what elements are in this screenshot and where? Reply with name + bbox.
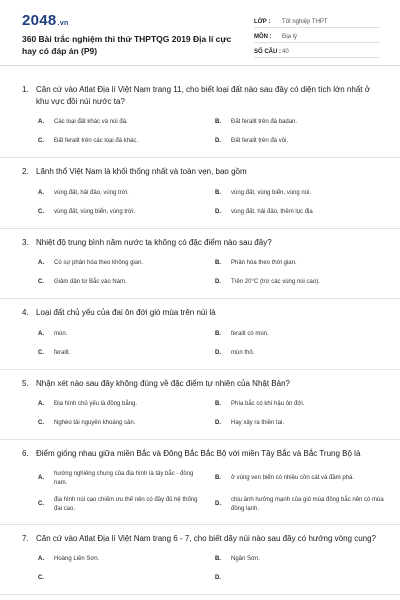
question-text: Lãnh thổ Việt Nam là khối thống nhất và toàn vẹn, bao gồm — [36, 167, 247, 176]
question-item — [0, 299, 400, 370]
answer-option[interactable] — [38, 325, 207, 344]
question-stem — [22, 378, 384, 390]
info-value: 40 — [282, 49, 289, 55]
option-text: vùng đất, vùng biển, vùng trời. — [54, 208, 135, 215]
answer-option[interactable] — [38, 273, 207, 292]
option-label: B. — [215, 189, 221, 196]
option-text: Đất feralit trên đá vôi. — [231, 138, 289, 145]
option-label: A. — [38, 330, 44, 337]
option-label: A. — [38, 189, 44, 196]
option-label: C. — [38, 208, 44, 215]
option-text: Giảm dần từ Bắc vào Nam. — [54, 279, 127, 286]
option-text: vùng đất, vùng biển, vùng núi. — [231, 189, 312, 196]
option-text: Trên 20°C (trừ các vùng núi cao). — [231, 279, 320, 286]
option-text: Nghèo tài nguyên khoáng sản. — [54, 420, 136, 427]
option-label: D. — [215, 138, 221, 145]
answer-option[interactable] — [215, 395, 384, 414]
question-item — [0, 440, 400, 525]
question-stem — [22, 166, 384, 178]
question-stem — [22, 448, 384, 460]
option-text: ở vùng ven biển có nhiều cồn cát và đầm phá. — [231, 475, 355, 482]
question-stem — [22, 84, 384, 107]
option-label: A. — [38, 556, 44, 563]
answer-option[interactable] — [215, 414, 384, 433]
info-key: LỚP : — [254, 19, 271, 25]
answer-option[interactable] — [38, 492, 207, 518]
question-item — [0, 525, 400, 596]
answer-option[interactable] — [215, 113, 384, 132]
option-text: Đất feralit trên đá badan. — [231, 119, 298, 126]
option-text: Hay xảy ra thiên tai. — [231, 420, 285, 427]
question-text: Điểm giống nhau giữa miền Bắc và Đông Bắc Bắc Bộ với miền Tây Bắc và Bắc Trung Bộ là — [36, 449, 361, 458]
answer-options — [38, 550, 384, 588]
answer-option[interactable] — [38, 395, 207, 414]
question-stem — [22, 533, 384, 545]
answer-options — [38, 395, 384, 433]
answer-option[interactable] — [38, 569, 207, 588]
option-text: địa hình núi cao chiếm ưu thế nên có đầy đủ hệ thống đai cao. — [54, 497, 198, 512]
answer-option[interactable] — [215, 132, 384, 151]
option-label: D. — [215, 575, 221, 582]
answer-option[interactable] — [215, 344, 384, 363]
answer-option[interactable] — [38, 132, 207, 151]
answer-options — [38, 466, 384, 518]
answer-option[interactable] — [215, 466, 384, 492]
option-label: D. — [215, 501, 221, 508]
answer-option[interactable] — [215, 203, 384, 222]
option-text: Phía bắc có khí hậu ôn đới. — [231, 401, 305, 408]
option-text: mùn. — [54, 330, 68, 337]
answer-option[interactable] — [38, 550, 207, 569]
page-header — [0, 0, 400, 66]
option-label: B. — [215, 475, 221, 482]
answer-option[interactable] — [215, 254, 384, 273]
answer-options — [38, 113, 384, 151]
answer-option[interactable] — [215, 550, 384, 569]
question-number: 7. — [22, 533, 29, 543]
answer-option[interactable] — [215, 325, 384, 344]
document-info — [254, 13, 380, 58]
info-value: Tốt nghiệp THPT — [282, 19, 328, 25]
option-label: B. — [215, 330, 221, 337]
option-label: B. — [215, 260, 221, 267]
option-label: C. — [38, 138, 44, 145]
option-text: Phân hóa theo thời gian. — [231, 260, 297, 267]
answer-option[interactable] — [38, 466, 207, 492]
question-number: 1. — [22, 85, 29, 94]
info-key: SỐ CÂU : — [254, 49, 281, 55]
option-label: C. — [38, 501, 44, 508]
option-label: C. — [38, 420, 44, 427]
question-number: 5. — [22, 378, 29, 388]
info-row — [254, 43, 380, 58]
option-text: Ngân Sơn. — [231, 556, 260, 563]
answer-options — [38, 184, 384, 222]
question-number: 6. — [22, 449, 29, 458]
option-text: Địa hình chủ yếu là đồng bằng. — [54, 401, 138, 408]
question-text: Căn cứ vào Atlat Địa lí Việt Nam trang 6 - 7, cho biết dãy núi nào sau đây có hướng vòng cung? — [36, 533, 377, 543]
answer-option[interactable] — [38, 113, 207, 132]
question-stem — [22, 237, 384, 249]
option-label: A. — [38, 119, 44, 126]
option-label: A. — [38, 260, 44, 267]
answer-option[interactable] — [215, 569, 384, 588]
answer-option[interactable] — [38, 254, 207, 273]
option-label: C. — [38, 575, 44, 582]
option-label: A. — [38, 475, 44, 482]
answer-option[interactable] — [38, 184, 207, 203]
option-label: D. — [215, 279, 221, 286]
option-text: feralit. — [54, 349, 71, 356]
info-key: MÔN : — [254, 34, 272, 40]
question-number: 4. — [22, 308, 29, 317]
option-label: A. — [38, 401, 44, 408]
question-number: 2. — [22, 167, 29, 176]
option-text: Hoàng Liên Sơn. — [54, 556, 100, 563]
question-item — [0, 370, 400, 441]
question-stem — [22, 307, 384, 319]
option-text: Có sự phân hóa theo không gian. — [54, 260, 144, 267]
document-title: 360 Bài trắc nghiệm thi thử THPTQG 2019 Địa lí cực hay có đáp án (P9) — [22, 34, 232, 56]
info-value: Địa lý — [282, 34, 298, 40]
question-item — [0, 158, 400, 229]
answer-options — [38, 325, 384, 363]
option-text: feralit có mùn. — [231, 330, 269, 337]
option-label: D. — [215, 349, 221, 356]
answer-options — [38, 254, 384, 292]
option-label: B. — [215, 119, 221, 126]
answer-option[interactable] — [38, 344, 207, 363]
option-label: B. — [215, 556, 221, 563]
option-label: C. — [38, 349, 44, 356]
option-label: C. — [38, 279, 44, 286]
option-text: vùng đất, hải đảo, vùng trời. — [54, 189, 129, 196]
site-logo[interactable] — [22, 12, 69, 29]
option-label: D. — [215, 208, 221, 215]
option-text: chịu ảnh hưởng mạnh của gió mùa đông bắc nên có mùa đông lạnh. — [231, 497, 384, 512]
question-list — [0, 76, 400, 595]
answer-option[interactable] — [215, 184, 384, 203]
question-item — [0, 76, 400, 158]
answer-option[interactable] — [215, 273, 384, 292]
question-item — [0, 229, 400, 300]
info-row — [254, 13, 380, 28]
info-row — [254, 28, 380, 43]
option-label: B. — [215, 401, 221, 408]
option-text: mùn thô. — [231, 349, 255, 356]
option-text: Đất feralit trên các loại đá khác. — [54, 138, 139, 145]
answer-option[interactable] — [215, 492, 384, 518]
option-text: hướng nghiêng chung của địa hình là tây bắc - đông nam. — [54, 471, 194, 486]
question-text: Loại đất chủ yếu của đai ôn đới gió mùa trên núi là — [36, 308, 216, 317]
option-text: Các loại đất khác và núi đá. — [54, 119, 128, 126]
question-text: Căn cứ vào Atlat Địa lí Việt Nam trang 11, cho biết loại đất nào sau đây có diện tích lớn nhất ở khu vực đồi núi nước ta? — [36, 85, 370, 106]
answer-option[interactable] — [38, 203, 207, 222]
logo-suffix: .vn — [57, 20, 69, 27]
question-text: Nhiệt độ trung bình năm nước ta không có đặc điểm nào sau đây? — [36, 237, 272, 247]
question-text: Nhận xét nào sau đây không đúng về đặc điểm tự nhiên của Nhật Bản? — [36, 378, 290, 388]
option-text: vùng đất, hải đảo, thềm lục địa — [231, 208, 313, 215]
question-number: 3. — [22, 237, 29, 247]
logo-text: 2048 — [22, 12, 57, 29]
option-label: D. — [215, 420, 221, 427]
answer-option[interactable] — [38, 414, 207, 433]
